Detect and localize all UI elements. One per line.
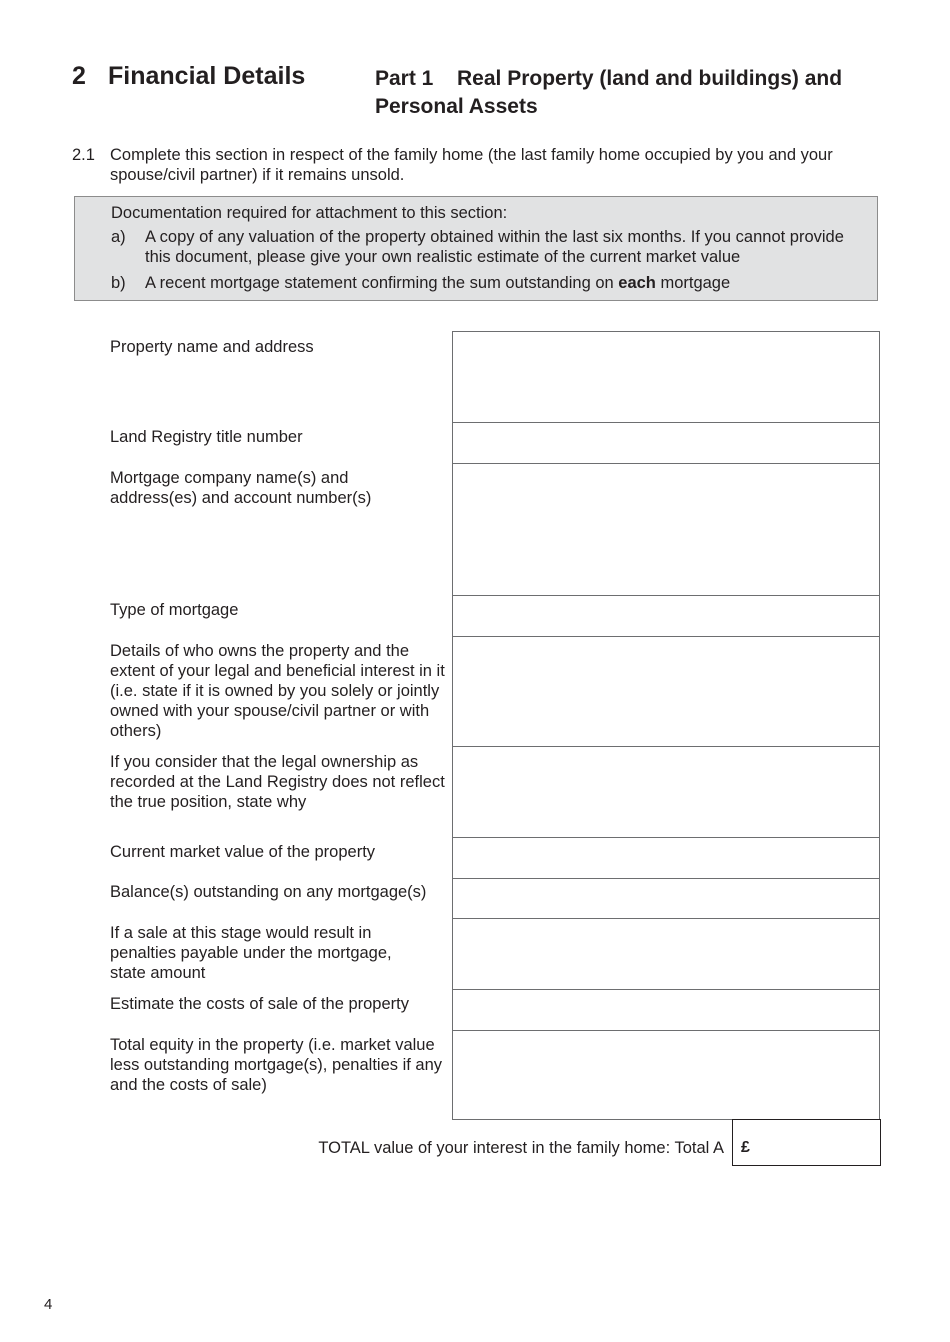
total-equity-field[interactable] bbox=[452, 1030, 880, 1120]
section-title bbox=[72, 62, 305, 91]
item-text-after: mortgage bbox=[655, 274, 731, 292]
item-marker: b) bbox=[111, 274, 126, 292]
mortgage-company-field[interactable] bbox=[452, 463, 880, 596]
legal-ownership-field[interactable] bbox=[452, 746, 880, 838]
total-a-field[interactable] bbox=[732, 1119, 881, 1166]
penalties-label: If a sale at this stage would result in penalties payable under the mortgage, state amount bbox=[110, 924, 392, 982]
documentation-item bbox=[111, 227, 851, 267]
section-number: 2 bbox=[72, 62, 86, 90]
part-title-text: Real Property (land and buildings) and Personal Assets bbox=[375, 67, 843, 118]
sale-costs-label: Estimate the costs of sale of the property bbox=[110, 995, 409, 1013]
mortgage-company-label: Mortgage company name(s) and address(es) and account number(s) bbox=[110, 469, 372, 507]
part-label: Part 1 bbox=[375, 67, 434, 90]
mortgage-type-field[interactable] bbox=[452, 595, 880, 637]
total-equity-label: Total equity in the property (i.e. market value less outstanding mortgage(s), penalties if any and the costs of sale) bbox=[110, 1036, 443, 1094]
property-address-label: Property name and address bbox=[110, 338, 314, 356]
item-text-before: A recent mortgage statement confirming the sum outstanding on bbox=[145, 274, 619, 292]
question-number: 2.1 bbox=[72, 146, 95, 164]
title-number-field[interactable] bbox=[452, 422, 880, 464]
legal-ownership-label: If you consider that the legal ownership as recorded at the Land Registry does not reflect the true position, state why bbox=[110, 753, 445, 811]
penalties-field[interactable] bbox=[452, 918, 880, 990]
property-address-field[interactable] bbox=[452, 331, 880, 423]
page-number: 4 bbox=[44, 1296, 53, 1313]
ownership-details-field[interactable] bbox=[452, 636, 880, 747]
item-text bbox=[145, 273, 851, 293]
item-marker: a) bbox=[111, 228, 126, 246]
question-intro bbox=[72, 145, 872, 185]
mortgage-balance-label: Balance(s) outstanding on any mortgage(s) bbox=[110, 883, 427, 901]
mortgage-balance-field[interactable] bbox=[452, 878, 880, 919]
documentation-item bbox=[111, 273, 851, 293]
market-value-label: Current market value of the property bbox=[110, 843, 376, 861]
section-title-text: Financial Details bbox=[108, 62, 306, 90]
documentation-heading: Documentation required for attachment to this section: bbox=[111, 204, 508, 222]
item-text: A copy of any valuation of the property obtained within the last six months. If you cannot provide this document, please give your own realistic estimate of the current market value bbox=[145, 228, 844, 266]
sale-costs-field[interactable] bbox=[452, 989, 880, 1031]
mortgage-type-label: Type of mortgage bbox=[110, 601, 239, 619]
currency-symbol: £ bbox=[741, 1139, 750, 1156]
documentation-box bbox=[74, 196, 878, 301]
total-a-label: TOTAL value of your interest in the family home: Total A bbox=[318, 1139, 724, 1157]
question-text: Complete this section in respect of the family home (the last family home occupied by you and your spouse/civil partner) if it remains unsold. bbox=[110, 146, 833, 184]
ownership-details-label: Details of who owns the property and the extent of your legal and beneficial interest in it (i.e. state if it is owned by you solely or jointly owned with your spouse/civil partner or with others) bbox=[110, 642, 445, 740]
item-text-bold: each bbox=[618, 274, 656, 292]
market-value-field[interactable] bbox=[452, 837, 880, 879]
part-title bbox=[375, 65, 895, 121]
title-number-label: Land Registry title number bbox=[110, 428, 303, 446]
